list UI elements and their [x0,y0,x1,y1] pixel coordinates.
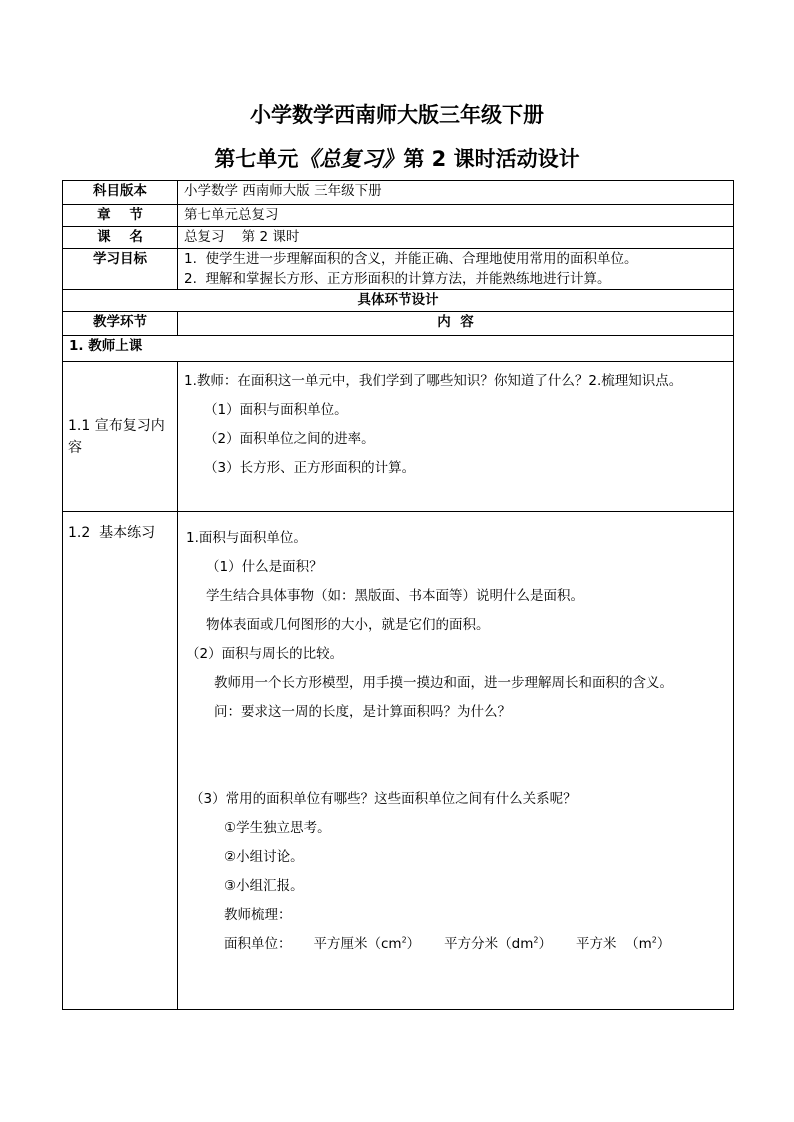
row-content-practice [178,512,734,1010]
document-title: 小学数学西南师大版三年级下册 [250,103,544,127]
col-header-stage: 教学环节 [63,312,178,336]
goals-label: 学习目标 [63,249,178,290]
goal-item: 2. 理解和掌握长方形、正方形面积的计算方法，并能熟练地进行计算。 [184,271,611,287]
area-units-line: 面积单位： 平方厘米$(cm^2)$ 平方分米$(dm^2)$ 平方米 $(m^2)$ [224,935,671,952]
row-content-review [178,362,734,512]
content-line: （1）什么是面积？ [206,559,323,575]
content-line: ③小组汇报。 [224,878,304,894]
content-line: 学生结合具体事物（如：黑版面、书本面等）说明什么是面积。 [206,588,584,604]
goal-item: 1. 使学生进一步理解面积的含义，并能正确、合理地使用常用的面积单位。 [184,251,638,267]
subject-value: 小学数学 西南师大版 三年级下册 [178,181,734,205]
lesson-value: 总复习 第 2 课时 [178,227,734,249]
col-header-content: 内 容 [178,312,734,336]
subtitle-unit: 第七单元 [214,147,299,171]
row-label-review: 1.1 宣布复习内容 [63,362,178,512]
content-line: 1.面积与面积单位。 [186,530,307,546]
unit-m2: 平方米 （m [576,936,652,952]
content-line: 教师用一个长方形模型，用手摸一摸边和面，进一步理解周长和面积的含义。 [214,675,673,691]
content-line: ②小组讨论。 [224,849,304,865]
content-line: ①学生独立思考。 [224,820,331,836]
lesson-plan-table [62,180,734,1010]
content-line: （3）常用的面积单位有哪些？这些面积单位之间有什么关系呢？ [190,791,577,807]
chapter-value: 第七单元总复习 [178,205,734,227]
design-header: 具体环节设计 [63,290,734,312]
content-line: （1）面积与面积单位。 [204,402,348,418]
document-subtitle [0,144,794,174]
unit-cm2: 平方厘米（cm [313,936,402,952]
content-line: （2）面积与周长的比较。 [186,646,344,662]
subtitle-book: 《总复习》 [298,147,404,171]
content-line: 物体表面或几何图形的大小，就是它们的面积。 [206,617,490,633]
section-title: 1. 教师上课 [63,336,734,362]
chapter-label: 章 节 [63,205,178,227]
row-label-practice: 1.2 基本练习 [63,512,178,1010]
unit-dm2: 平方分米（dm [444,936,534,952]
subject-label: 科目版本 [63,181,178,205]
goals-cell [178,249,734,290]
subtitle-lesson: 第 2 课时活动设计 [403,147,580,171]
content-line: 问：要求这一周的长度，是计算面积吗？为什么？ [214,704,511,720]
content-line: 教师梳理： [224,907,292,923]
content-line: （2）面积单位之间的进率。 [204,431,375,447]
content-line: （3）长方形、正方形面积的计算。 [204,460,416,476]
units-label: 面积单位： [224,936,292,952]
content-line: 1.教师：在面积这一单元中，我们学到了哪些知识？你知道了什么？2.梳理知识点。 [184,373,683,389]
lesson-label: 课 名 [63,227,178,249]
